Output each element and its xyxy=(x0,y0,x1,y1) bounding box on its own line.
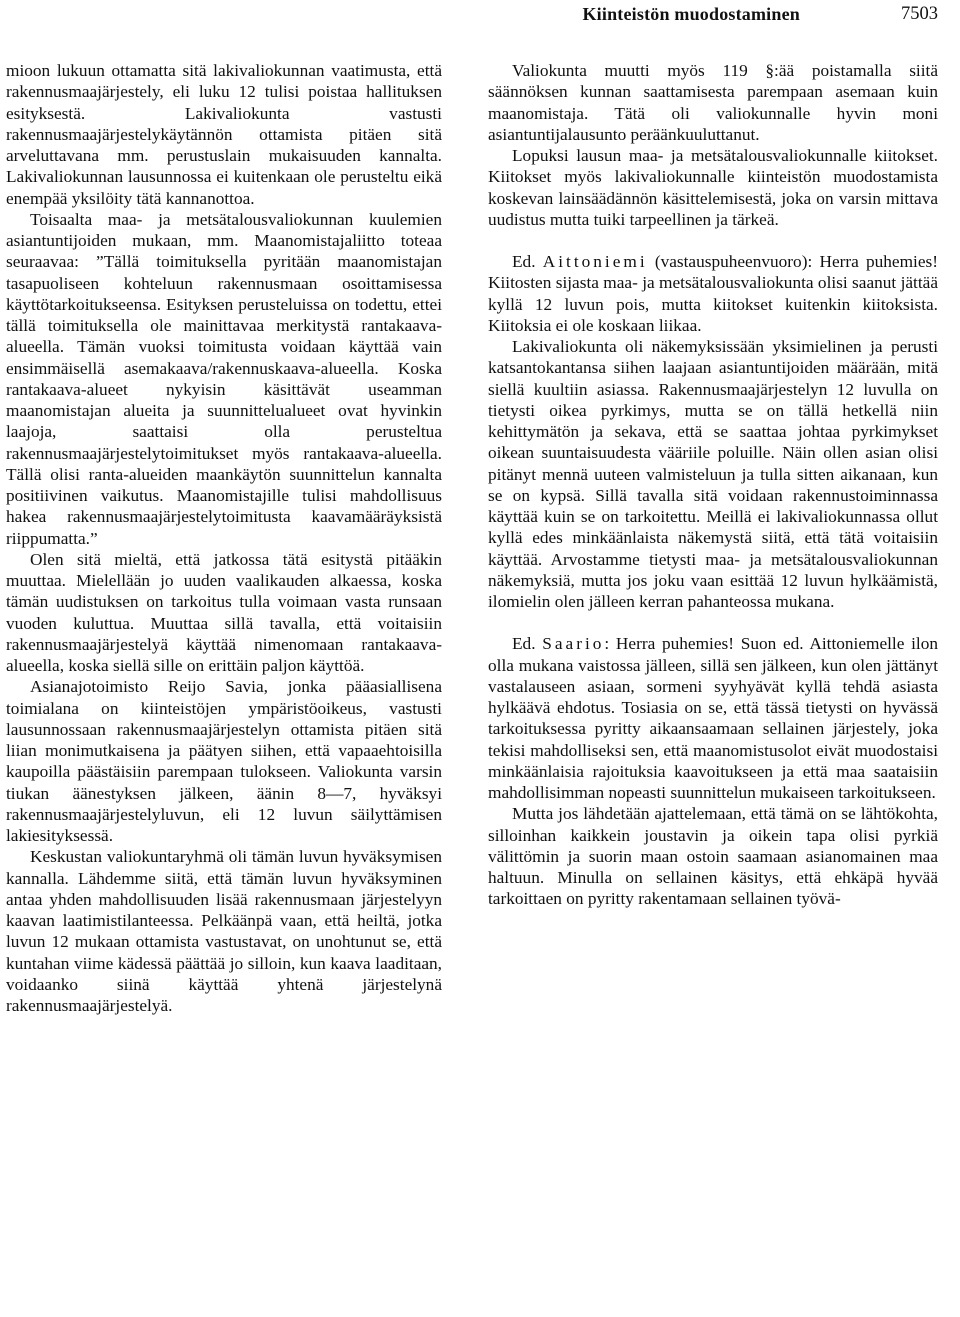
speech-aittoniemi xyxy=(488,251,938,336)
paragraph: Toisaalta maa- ja metsätalousvaliokunnan kuulemien asiantuntijoiden mukaan, mm. Maanomistajaliitto toteaa seuraavaa: ”Tällä toimituksella pyritään maanomistajan tasapuoliseen kohteluun rakennusmaan osoittamisessa käyttötarkoitukseensa. Esityksen perusteluissa on todettu, ettei tällä toimituksella ole mainittavaa merkitystä rantakaava-alueella. Tämän vuoksi toimitusta voidaan käyttää vain ensimmäisellä asemakaava/rakennuskaava-alueella. Koska rantakaava-alueet nykyisin käsittävät useamman maanomistajan alueita ja suunnittelualueet ovat hyvinkin laajoja, saattaisi olla perusteltua rakennusmaajärjestelytoimitukset myös rantakaava-alueella. Tällä olisi ranta-alueiden maankäytön suunnittelun kannalta positiivinen vaikutus. Maanomistajille tulisi mahdollisuus hakea rakennusmaajärjestelytoimitusta kaavamääräyksistä riippumatta.” xyxy=(6,209,442,548)
paragraph: Valiokunta muutti myös 119 §:ää poistamalla siitä säännöksen kunnan saattamisesta parempaan asemaan kuin maanomistaja. Tätä oli valiokunnalle hyvin moni asiantuntijalausunto peräänkuuluttanut. xyxy=(488,61,938,144)
speaker-prefix: Ed. xyxy=(512,634,543,654)
speaker-name: Aittoniemi xyxy=(542,252,648,271)
speech-saario xyxy=(488,633,938,803)
right-column xyxy=(488,60,938,910)
speech-intro: : Herra puhemies! Suon ed. Aittoniemelle ilon olla mukana vaistossa jälleen, sillä sen jälkeen, kun olen jättänyt vastalauseen asiaan, sormeni syyhyävät kyllä tehdä asiasta hylkäävä ehdotus. Tosiasia on se, että tässä tietysti on hyvässä tarkoituksessa pyritty aikaansaamaan sellainen järjestely, joka tekisi mahdolliseksi sen, että maanomistusolot eivät muodostaisi minkäänlaisia rajoituksia kaavoitukseen ja että maa saataisiin mahdollisimman nopeasti suunnittelun mukaiseen tarkoitukseen. xyxy=(488,634,938,802)
page-number: 7503 xyxy=(901,4,938,24)
section-title: Kiinteistön muodostaminen xyxy=(582,4,800,24)
paragraph: Olen sitä mieltä, että jatkossa tätä esitystä pitääkin muuttaa. Mielellään jo uuden vaalikauden alkaessa, koska tämän uudistuksen on tarkoitus tulla voimaan vasta runsaan vuoden kuluttua. Muuttaa sillä tavalla, että voitaisiin rakennusmaajärjestelyä käyttää nimenomaan rantakaava-alueella, koska siellä sille on erittäin paljon käyttöä. xyxy=(6,549,442,675)
paragraph: Lakivaliokunta oli näkemyksissään yksimielinen ja perusti katsantokantansa siihen laajaan asiantuntijoiden määrään, mitä siellä kuultiin asiassa. Rakennusmaajärjestelyn 12 luvulla on tietysti oikea pyrkimys, mutta se on tällä hetkellä niin kehittymätön ja sekava, että se saattaa johtaa pyrkimykset oikean suuntaisuudesta vääriile poluille. Näin ollen asian olisi pitänyt mennä uuteen valmisteluun ja tulla sitten aikanaan, kun se on kypsä. Sillä tavalla sitä voidaan rakennustoiminnassa käyttää kuin se on tarkoitettu. Meillä ei lakivaliokunnassa ollut kyllä edes minkäänlaista näkemystä siitä, että tätä voitaisiin käyttää. Arvostamme tietysti maa- ja metsätalousvaliokunnan näkemyksiä, mutta jos joku vaan esittää 12 luvun hylkäämistä, ilomielin olen jälleen kerran pahanteossa mukana. xyxy=(488,337,938,611)
speaker-name: Saario xyxy=(542,634,605,654)
page-header xyxy=(0,0,960,30)
paragraph: mioon lukuun ottamatta sitä lakivaliokunnan vaatimusta, että rakennusmaajärjestely, eli luku 12 tulisi poistaa hallituksen esityksestä. Lakivaliokunta vastusti rakennusmaajärjestelykäytännön ottamista pitäen sitä arveluttavana mm. perustuslain mukaisuuden kannalta. Lakivaliokunnan lausunnossa ei kuitenkaan ole perusteltu eikä enempää yksilöity tätä kannanottoa. xyxy=(6,61,442,208)
speaker-prefix: Ed. xyxy=(512,252,543,271)
paragraph: Lopuksi lausun maa- ja metsätalousvaliokunnalle kiitokset. Kiitokset myös lakivaliokunnalle kiinteistön muodostamista koskevan lainsäädännön käsittelemisestä, joka on varsin mittava uudistus mutta tuiki tarpeellinen ja tärkeä. xyxy=(488,146,938,229)
left-column xyxy=(6,60,442,1016)
paragraph: Keskustan valiokuntaryhmä oli tämän luvun hyväksymisen kannalla. Lähdemme siitä, että tämän luvun hyväksyminen antaa yhden mahdollisuuden lisää rakennusmaan järjestelyyn kaavan laatimistilanteessa. Pelkäänpä vaan, että heiltä, jotka luvun 12 mukaan ottamista vastustavat, on unohtunut se, että kuntahan viime kädessä päättää jo silloin, kun kaava laaditaan, voidaanko siinä käyttää yhtenä järjestelynä rakennusmaajärjestelyä. xyxy=(6,847,442,1015)
speech-intro: (vastauspuheenvuoro): Herra puhemies! Kiitosten sijasta maa- ja metsätalousvaliokunta olisi saanut jättää kyllä 12 luvun pois, mutta kiitokset kuitenkin kiitoksista. Kiitoksia ei ole koskaan liikaa. xyxy=(488,252,938,335)
paragraph: Mutta jos lähdetään ajattelemaan, että tämä on se lähtökohta, silloinhan kaikkein joustavin ja oikein tapa olisi pyrkiä välittömin ja suorin maan ostoin saamaan asianomainen maa haltuun. Minulla on sellainen käsitys, että ehkäpä hyvää tarkoittaen on pyritty rakentamaan sellainen työvä- xyxy=(488,804,938,909)
paragraph: Asianajotoimisto Reijo Savia, jonka pääasiallisena toimialana on kiinteistöjen ympäristöoikeus, vastusti lausunnossaan rakennusmaajärjestelyn ottamista pitäen sitä liian monimutkaisena ja päätyen siihen, että vapaaehtoisilla kaupoilla päästäisiin parempaan tulokseen. Valiokunta varsin tiukan äänestyksen jälkeen, äänin 8—7, hyväksyi rakennusmaajärjestelyluvun, eli 12 luvun säilyttämisen lakiesityksessä. xyxy=(6,677,442,845)
